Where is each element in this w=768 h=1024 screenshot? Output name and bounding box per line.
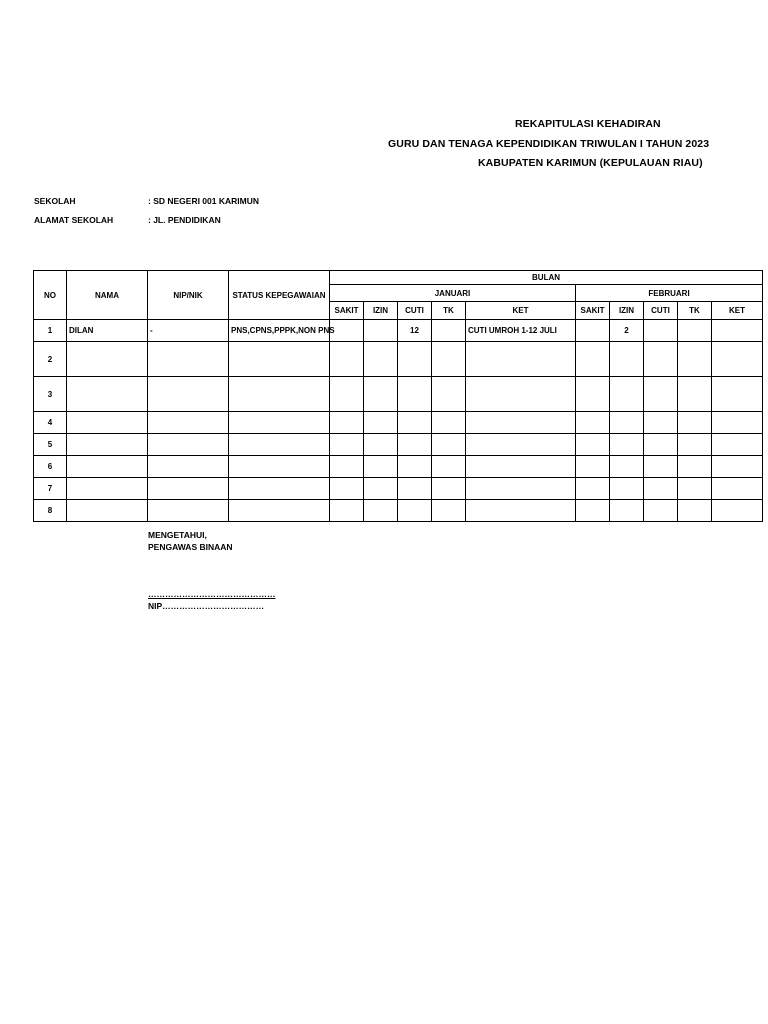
cell-status (229, 456, 330, 478)
cell-feb-sakit (576, 320, 610, 342)
cell-feb-sakit (576, 342, 610, 377)
cell-feb-izin (610, 456, 644, 478)
cell-feb-izin (610, 412, 644, 434)
header-jan-sakit: SAKIT (330, 302, 364, 320)
cell-nip (148, 500, 229, 522)
cell-feb-sakit (576, 500, 610, 522)
cell-feb-izin (610, 434, 644, 456)
cell-status (229, 412, 330, 434)
cell-jan-izin (364, 320, 398, 342)
cell-jan-ket (466, 412, 576, 434)
cell-jan-tk (432, 456, 466, 478)
cell-feb-tk (678, 320, 712, 342)
cell-feb-sakit (576, 478, 610, 500)
cell-feb-tk (678, 342, 712, 377)
cell-feb-ket (712, 500, 763, 522)
title-line-2: GURU DAN TENAGA KEPENDIDIKAN TRIWULAN I TAHUN 2023 (388, 138, 710, 150)
cell-jan-tk (432, 434, 466, 456)
cell-jan-sakit (330, 434, 364, 456)
header-bulan: BULAN (330, 271, 763, 285)
cell-nip: - (148, 320, 229, 342)
cell-jan-izin (364, 342, 398, 377)
cell-nama: DILAN (67, 320, 148, 342)
cell-feb-izin (610, 478, 644, 500)
header-jan-cuti: CUTI (398, 302, 432, 320)
cell-jan-sakit (330, 342, 364, 377)
table-row (34, 500, 763, 522)
cell-jan-sakit (330, 478, 364, 500)
cell-jan-izin (364, 478, 398, 500)
cell-nama (67, 377, 148, 412)
signature-name-line: ……………………………………… (148, 589, 276, 599)
jabatan-label: PENGAWAS BINAAN (148, 542, 233, 552)
cell-feb-sakit (576, 456, 610, 478)
cell-status: PNS,CPNS,PPPK,NON PNS (229, 320, 330, 342)
cell-feb-izin (610, 342, 644, 377)
cell-feb-ket (712, 456, 763, 478)
cell-feb-izin (610, 500, 644, 522)
cell-status (229, 377, 330, 412)
cell-jan-cuti (398, 434, 432, 456)
cell-feb-ket (712, 342, 763, 377)
header-jan-ket: KET (466, 302, 576, 320)
cell-feb-tk (678, 434, 712, 456)
cell-nip (148, 412, 229, 434)
cell-feb-tk (678, 377, 712, 412)
cell-jan-tk (432, 412, 466, 434)
cell-jan-cuti (398, 456, 432, 478)
cell-no: 4 (34, 412, 67, 434)
cell-nip (148, 342, 229, 377)
sekolah-value: : SD NEGERI 001 KARIMUN (148, 196, 259, 206)
cell-no: 7 (34, 478, 67, 500)
cell-jan-izin (364, 412, 398, 434)
alamat-value: : JL. PENDIDIKAN (148, 215, 221, 225)
cell-feb-ket (712, 320, 763, 342)
cell-nama (67, 342, 148, 377)
cell-nip (148, 478, 229, 500)
cell-feb-tk (678, 500, 712, 522)
cell-feb-cuti (644, 478, 678, 500)
cell-feb-tk (678, 456, 712, 478)
cell-jan-ket (466, 478, 576, 500)
header-feb-sakit: SAKIT (576, 302, 610, 320)
cell-feb-cuti (644, 434, 678, 456)
cell-jan-ket (466, 456, 576, 478)
cell-jan-cuti (398, 342, 432, 377)
cell-nip (148, 456, 229, 478)
table-row (34, 478, 763, 500)
cell-jan-sakit (330, 456, 364, 478)
cell-jan-izin (364, 456, 398, 478)
cell-no: 3 (34, 377, 67, 412)
cell-nama (67, 478, 148, 500)
cell-no: 6 (34, 456, 67, 478)
title-line-3: KABUPATEN KARIMUN (KEPULAUAN RIAU) (478, 157, 703, 169)
table-row (34, 320, 763, 342)
cell-feb-ket (712, 434, 763, 456)
cell-feb-sakit (576, 377, 610, 412)
header-jan-izin: IZIN (364, 302, 398, 320)
cell-feb-cuti (644, 412, 678, 434)
cell-jan-cuti (398, 500, 432, 522)
cell-status (229, 478, 330, 500)
table-row (34, 456, 763, 478)
header-row-bulan (34, 271, 763, 285)
alamat-label: ALAMAT SEKOLAH (34, 215, 114, 225)
cell-jan-ket (466, 434, 576, 456)
cell-status (229, 342, 330, 377)
cell-status (229, 434, 330, 456)
cell-jan-cuti (398, 412, 432, 434)
cell-jan-ket (466, 377, 576, 412)
cell-feb-cuti (644, 377, 678, 412)
header-status: STATUS KEPEGAWAIAN (229, 271, 330, 320)
cell-feb-cuti (644, 500, 678, 522)
mengetahui-label: MENGETAHUI, (148, 530, 207, 540)
cell-jan-tk (432, 320, 466, 342)
cell-feb-ket (712, 478, 763, 500)
cell-status (229, 500, 330, 522)
cell-no: 5 (34, 434, 67, 456)
cell-nip (148, 434, 229, 456)
cell-nama (67, 434, 148, 456)
cell-jan-tk (432, 500, 466, 522)
title-line-1: REKAPITULASI KEHADIRAN (515, 118, 661, 130)
table-row (34, 377, 763, 412)
table-row (34, 434, 763, 456)
cell-feb-ket (712, 377, 763, 412)
signature-nip-line: NIP……………………………… (148, 601, 265, 611)
sekolah-label: SEKOLAH (34, 196, 76, 206)
cell-feb-sakit (576, 412, 610, 434)
cell-no: 2 (34, 342, 67, 377)
cell-jan-izin (364, 500, 398, 522)
cell-no: 1 (34, 320, 67, 342)
cell-jan-sakit (330, 377, 364, 412)
cell-feb-cuti (644, 342, 678, 377)
header-feb-izin: IZIN (610, 302, 644, 320)
cell-nama (67, 456, 148, 478)
cell-jan-sakit (330, 412, 364, 434)
cell-feb-ket (712, 412, 763, 434)
cell-feb-cuti (644, 320, 678, 342)
cell-jan-cuti: 12 (398, 320, 432, 342)
cell-jan-ket (466, 342, 576, 377)
header-jan-tk: TK (432, 302, 466, 320)
cell-jan-sakit (330, 500, 364, 522)
cell-feb-cuti (644, 456, 678, 478)
cell-feb-izin: 2 (610, 320, 644, 342)
cell-jan-tk (432, 478, 466, 500)
cell-feb-tk (678, 412, 712, 434)
cell-jan-izin (364, 377, 398, 412)
cell-jan-cuti (398, 478, 432, 500)
header-feb-cuti: CUTI (644, 302, 678, 320)
cell-jan-tk (432, 377, 466, 412)
table-row (34, 412, 763, 434)
header-feb-tk: TK (678, 302, 712, 320)
cell-nama (67, 412, 148, 434)
cell-jan-ket (466, 500, 576, 522)
cell-no: 8 (34, 500, 67, 522)
cell-jan-ket: CUTI UMROH 1-12 JULI (466, 320, 576, 342)
header-nip: NIP/NIK (148, 271, 229, 320)
cell-nip (148, 377, 229, 412)
header-month-februari: FEBRUARI (576, 285, 763, 302)
cell-nama (67, 500, 148, 522)
cell-feb-izin (610, 377, 644, 412)
cell-feb-sakit (576, 434, 610, 456)
cell-jan-izin (364, 434, 398, 456)
cell-feb-tk (678, 478, 712, 500)
cell-jan-tk (432, 342, 466, 377)
cell-jan-cuti (398, 377, 432, 412)
header-feb-ket: KET (712, 302, 763, 320)
header-nama: NAMA (67, 271, 148, 320)
attendance-table (33, 270, 763, 522)
table-row (34, 342, 763, 377)
header-no: NO (34, 271, 67, 320)
header-month-januari: JANUARI (330, 285, 576, 302)
